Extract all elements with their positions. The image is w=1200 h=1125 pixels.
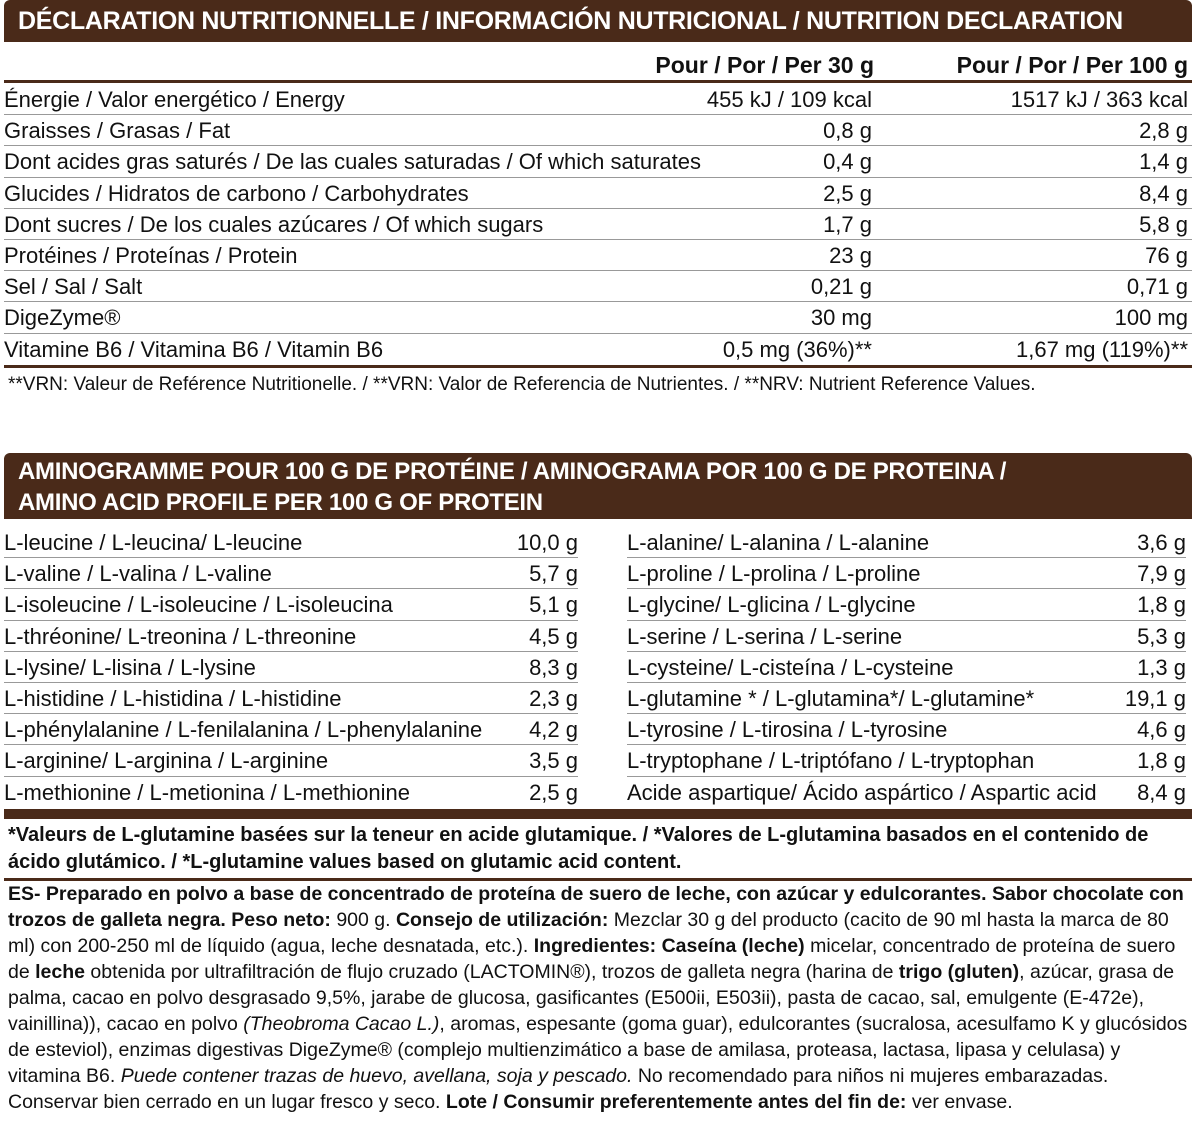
amino-acid-label: L-leucine / L-leucina/ L-leucine [4,530,303,555]
amino-acid-label: L-proline / L-prolina / L-proline [627,561,921,587]
value-per-30g: 2,5 g [823,180,872,206]
nutrient-label: DigeZyme® [4,305,121,331]
value-per-30g: 0,8 g [823,118,872,144]
amino-acid-value: 10,0 g [516,530,578,555]
amino-row [627,527,1186,558]
product-description [8,881,1192,1115]
amino-acid-value: 19,1 g [1124,685,1186,711]
amino-acid-value: 3,5 g [529,748,578,774]
value-per-100g: 76 g [1145,242,1188,268]
amino-acid-label: L-histidine / L-histidina / L-histidine [4,685,342,711]
amino-table-right [627,527,1186,808]
amino-acid-label: L-tryptophane / L-triptófano / L-tryptophan [627,748,1035,774]
allergen-leche: leche [35,961,85,983]
amino-table-left [4,527,578,808]
amino-acid-label: L-glycine/ L-glicina / L-glycine [627,592,916,618]
lot-text: ver envase. [906,1091,1013,1113]
net-weight: 900 g. [330,909,396,931]
value-per-100g: 0,71 g [1126,274,1188,300]
amino-row [4,652,578,683]
amino-acid-label: L-arginine/ L-arginina / L-arginine [4,748,329,774]
amino-title-line-1: AMINOGRAMME POUR 100 G DE PROTÉINE / AMINOGRAMA POR 100 G DE PROTEINA / [18,458,1007,485]
nutrition-row [4,302,1192,333]
amino-acid-label: L-cysteine/ L-cisteína / L-cysteine [627,654,954,680]
nutrient-label: Protéines / Proteínas / Protein [4,242,298,268]
column-header-per-30g: Pour / Por / Per 30 g [655,52,874,78]
amino-acid-value: 4,6 g [1137,717,1186,743]
nutrition-table [4,84,1192,365]
amino-acid-value: 4,2 g [529,717,578,743]
amino-row [4,527,578,558]
amino-row [4,745,578,776]
amino-row [627,589,1186,620]
amino-row [4,558,578,589]
amino-row [4,683,578,714]
amino-acid-value: 8,4 g [1137,779,1186,805]
amino-acid-label: L-tyrosine / L-tirosina / L-tyrosine [627,717,948,743]
amino-row [4,589,578,620]
amino-acid-label: L-lysine/ L-lisina / L-lysine [4,654,256,680]
value-per-30g: 30 mg [810,305,872,331]
amino-acid-value: 2,3 g [529,685,578,711]
allergen-trigo: trigo (gluten) [898,961,1020,983]
nutrition-row [4,334,1192,365]
amino-acid-label: L-thréonine/ L-treonina / L-threonine [4,623,357,649]
nutrition-row [4,146,1192,177]
nutrient-label: Dont acides gras saturés / De las cuales saturadas / Of which saturates [4,149,701,175]
amino-acid-value: 1,8 g [1137,592,1186,618]
amino-row [627,683,1186,714]
amino-acid-value: 4,5 g [529,623,578,649]
amino-row [627,621,1186,652]
value-per-30g: 0,5 mg (36%)** [722,336,872,362]
amino-acid-value: 7,9 g [1137,561,1186,587]
amino-acid-value: 5,3 g [1137,623,1186,649]
value-per-100g: 1,67 mg (119%)** [1015,336,1188,362]
amino-row [627,777,1186,808]
value-per-100g: 1517 kJ / 363 kcal [1010,87,1188,112]
nutrient-label: Sel / Sal / Salt [4,274,143,300]
amino-row [627,714,1186,745]
amino-row [627,652,1186,683]
amino-row [627,558,1186,589]
amino-acid-label: L-serine / L-serina / L-serine [627,623,903,649]
amino-acid-value: 1,8 g [1137,748,1186,774]
nutrition-bottom-divider [4,365,1192,368]
amino-acid-label: L-glutamine * / L-glutamina*/ L-glutamine* [627,685,1035,711]
amino-acid-value: 5,7 g [529,561,578,587]
amino-acid-label: L-alanine/ L-alanina / L-alanine [627,530,930,555]
lot-label: Lote / Consumir preferentemente antes del fin de: [445,1091,907,1113]
value-per-30g: 455 kJ / 109 kcal [706,87,872,112]
amino-acid-label: L-isoleucine / L-isoleucine / L-isoleucina [4,592,393,618]
ingredients-part-4: , aromas, espesante (goma guar), edulcorantes (sucralosa, acesulfamo K y glucósidos de esteviol), enzimas digestivas DigeZyme® (complejo multienzimático a base de amilasa, proteasa, lactasa, lipasa y celulasa) y vitamina B6. [8,1013,1188,1087]
value-per-100g: 2,8 g [1139,118,1188,144]
ingredients-part-2: obtenida por ultrafiltración de flujo cruzado (LACTOMIN®), trozos de galleta negra (harina de [84,961,899,983]
value-per-30g: 0,21 g [810,274,872,300]
glutamine-footnote: *Valeurs de L-glutamine basées sur la teneur en acide glutamique. / *Valores de L-glutamina basados en el contenido de ácido glutámico. / *L-glutamine values based on glutamic acid content. [8,824,1149,873]
amino-acid-value: 2,5 g [529,779,578,805]
usage-text: Mezclar 30 g del producto (cacito de 90 ml hasta la marca de 80 ml) con 200-250 ml de líquido (agua, leche desnatada, etc.). [8,909,1169,957]
value-per-100g: 100 mg [1114,305,1188,331]
nutrient-label: Dont sucres / De los cuales azúcares / Of which sugars [4,211,544,237]
ingredients-part-1: micelar, concentrado de proteína de suero de [8,935,1176,983]
nutrition-row [4,240,1192,271]
storage-warning: No recomendado para niños ni mujeres embarazadas. Conservar bien cerrado en un lugar fresco y seco. [8,1065,1109,1113]
amino-row [627,745,1186,776]
nutrition-row [4,178,1192,209]
description-intro: ES- Preparado en polvo a base de concentrado de proteína de suero de leche, con azúcar y edulcorantes. Sabor chocolate con trozos de galleta negra. Peso neto: [8,883,1184,931]
amino-row [4,621,578,652]
amino-acid-label: Acide aspartique/ Ácido aspártico / Aspartic acid [627,779,1097,805]
nutrient-label: Graisses / Grasas / Fat [4,118,231,144]
usage-label: Consejo de utilización: [395,909,609,931]
amino-acid-value: 5,1 g [529,592,578,618]
nutrition-row [4,209,1192,240]
value-per-30g: 0,4 g [823,149,872,175]
amino-acid-label: L-valine / L-valina / L-valine [4,561,272,587]
nutrient-label: Glucides / Hidratos de carbono / Carbohydrates [4,180,469,206]
traces-warning: Puede contener trazas de huevo, avellana, soja y pescado. [120,1065,633,1087]
nutrition-declaration-title: DÉCLARATION NUTRITIONNELLE / INFORMACIÓN NUTRICIONAL / NUTRITION DECLARATION [4,0,1192,42]
column-header-per-100g: Pour / Por / Per 100 g [956,52,1188,78]
value-per-30g: 23 g [829,242,872,268]
value-per-30g: 1,7 g [823,211,872,237]
amino-acid-label: L-phénylalanine / L-fenilalanina / L-phenylalanine [4,717,483,743]
ingredients-part-3: , azúcar, grasa de palma, cacao en polvo desgrasado 9,5%, jarabe de glucosa, gasificantes (E500ii, E503ii), pasta de cacao, sal, emulgente (E-472e), vainillina)), cacao en polvo [8,961,1175,1035]
nrv-footnote: **VRN: Valeur de Reférence Nutritionelle. / **VRN: Valor de Referencia de Nutrientes. / **NRV: Nutrient Reference Values. [8,374,1036,395]
ingredients-label: Ingredientes: Caseína (leche) [533,935,805,957]
nutrition-row [4,115,1192,146]
amino-acid-profile-title [4,453,1192,519]
amino-acid-value: 1,3 g [1137,654,1186,680]
nutrient-label: Vitamine B6 / Vitamina B6 / Vitamin B6 [4,336,384,362]
nutrition-row [4,271,1192,302]
value-per-100g: 1,4 g [1139,149,1188,175]
theobroma-latin-name: (Theobroma Cacao L.) [243,1013,440,1035]
nutrient-label: Énergie / Valor energético / Energy [4,87,345,112]
header-divider [4,80,1192,83]
amino-bottom-divider [4,809,1192,819]
amino-acid-value: 3,6 g [1137,530,1186,555]
amino-acid-label: L-methionine / L-metionina / L-methionine [4,779,411,805]
amino-title-line-2: AMINO ACID PROFILE PER 100 G OF PROTEIN [18,489,543,516]
nutrition-row [4,84,1192,115]
amino-row [4,714,578,745]
amino-row [4,777,578,808]
value-per-100g: 5,8 g [1139,211,1188,237]
value-per-100g: 8,4 g [1139,180,1188,206]
amino-acid-value: 8,3 g [529,654,578,680]
